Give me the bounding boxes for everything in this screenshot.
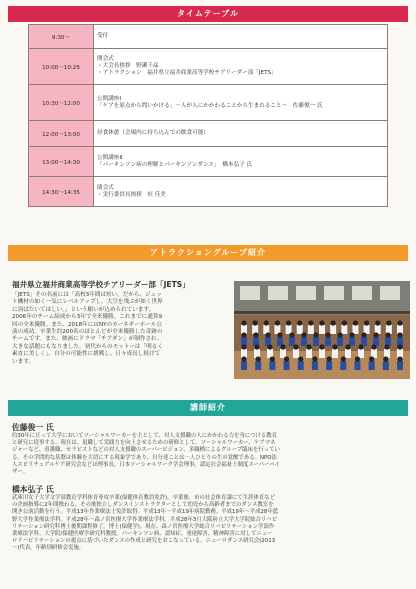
bio-line: 約30年に亘って大学においてソーシャルワーカーを主として、対人支援職の人にかかわる力を身につける教育 xyxy=(12,433,278,439)
time-cell: 13:00〜14:30 xyxy=(29,147,94,177)
timetable-row xyxy=(29,121,388,147)
program-cell xyxy=(94,147,388,177)
speakers-heading: 講師紹介 xyxy=(8,400,408,416)
speaker-1-name: 佐藤俊一 氏 xyxy=(12,423,54,432)
program-line: 閉会式 xyxy=(97,184,114,191)
timetable-row xyxy=(29,25,388,49)
speaker-1-bio xyxy=(12,433,404,476)
attraction-line: 回の全米優勝。また、2018年にはNYのカーネギーホール公 xyxy=(12,321,163,328)
time-cell: 14:30〜14:35 xyxy=(29,177,94,207)
bio-line: 開き公演活動を行う。平成13年作業療法士免許取得。平成13年〜平成19年病院勤務。平成19年〜平成28年藍 xyxy=(12,509,279,516)
timetable-row xyxy=(29,85,388,121)
bio-line: 〜)代表。年齢別研修会実施。 xyxy=(12,545,85,552)
bio-line: ザー。 xyxy=(12,469,28,476)
bio-line: 人スピリチュアルケア研究会などは理事長。日本ソーシャルワーク学会理事。認定社会福祉士制度スーパーバイ xyxy=(12,461,280,468)
bio-line: と研究に従事する。現在は、退職して実践力を向上させるための研修として、ソーシャルワーカー、ケアマネ xyxy=(12,440,276,447)
program-line: ・大会長挨拶 野瀬千晶 xyxy=(97,63,159,69)
program-line: 公開講座Ⅰ xyxy=(97,95,122,102)
attraction-line: います。 xyxy=(12,358,34,365)
program-cell xyxy=(94,121,388,147)
program-cell xyxy=(94,49,388,85)
program-line: 公開講座Ⅱ xyxy=(97,154,123,161)
timetable-row xyxy=(29,177,388,207)
program-line: 昼食休憩（会場内に持ち込んでの飲食可能） xyxy=(97,130,209,136)
attraction-line: 演の成功。卒業生約200名のほとんどが全米優勝した奇跡の xyxy=(12,329,163,336)
attraction-line: 2006年のチーム結成から3年で全米優勝。これまでに通算9 xyxy=(12,314,163,321)
program-line: ・実行委員長挨拶 垣 佳美 xyxy=(97,191,166,198)
speaker-2-name: 橋本弘子 氏 xyxy=(12,485,54,494)
bio-line: 業療法学科、大学院/保健医療学研究科教授。パーキンソン病、認知症、発達障害、精神障害に対してニュー xyxy=(12,531,273,538)
attraction-line: に羽ばたいてほしい。」という願いが込められています。 xyxy=(12,306,155,313)
bio-line: る。その学問的な基盤は体験を大切にする現象学であり、自分達ことは一人ひとりの生の覚醒である。NPO法 xyxy=(12,454,277,461)
time-cell: 9:30〜 xyxy=(29,25,94,49)
bio-line: リテーション研究科博士後期課程修了。博士(保健学)。現在、森ノ宮医療大学総合リハビリテーション学部作 xyxy=(12,523,275,530)
program-cell xyxy=(94,25,388,49)
timetable xyxy=(28,24,388,207)
program-line: 受付 xyxy=(97,33,109,39)
team-photo xyxy=(234,281,410,379)
time-cell: 10:30〜12:00 xyxy=(29,85,94,121)
time-cell: 10:00〜10:25 xyxy=(29,49,94,85)
time-cell: 12:00〜13:00 xyxy=(29,121,94,147)
attraction-heading: アトラクショングループ紹介 xyxy=(8,245,408,261)
program-line: 開会式 xyxy=(97,56,114,62)
program-line: 「パーキンソン病の理解とパーキンソンダンス」 橋本弘子 氏 xyxy=(97,161,253,168)
timetable-heading: タイムテーブル xyxy=(8,6,408,22)
timetable-row xyxy=(29,147,388,177)
attraction-description xyxy=(12,292,234,366)
bio-line: ロリハビリテーションの視点に基づいたダンスの作成と研究をおこなっている。ニューロダンス研究会(2013 xyxy=(12,538,276,545)
program-cell xyxy=(94,85,388,121)
bio-line: 野大学作業療法学科。平成28年〜森ノ宮医療大学作業療法学科。平成28年3月大阪府立大学大学院総合リハビ xyxy=(12,516,277,523)
attraction-line: チームです。また、映画にドラマ「チアダン」が制作され、 xyxy=(12,336,163,343)
attraction-line: 「JETS」その名前には「高校3年間は短い。だから、ジェッ xyxy=(12,292,162,298)
attraction-line: 大きな話題にもなりました。初代からのモットーは「明るく xyxy=(12,343,163,350)
program-line: 「ケアを原点から問いかける」〜人が人にかかわることから生まれること〜 佐藤俊一 氏 xyxy=(97,102,323,109)
program-line: ・アトラクション 福井県立福井商業高等学校チアリーダー部「JETS」 xyxy=(97,70,277,76)
attraction-line: ト機材の如く一気にレベルアップし、大空を飛ぶが如く世界 xyxy=(12,299,163,306)
speaker-2-bio xyxy=(12,495,404,553)
program-cell xyxy=(94,177,388,207)
bio-line: の企画指導に2年間携わる。その後独立しダンスインストラクターとして幼児から高齢者までのダンス教室を xyxy=(12,502,274,509)
bio-line: ジャーなど、看護職、セラピストなどの対人支援職のスーパービジョン、多職種によるグループ臨床を行ってい xyxy=(12,447,280,454)
bio-line: 武庫川女子大学文学部教育学科体育専攻卒業(保健体育教員免許)。卒業後、市の社会体育課にて生涯体育など xyxy=(12,495,275,501)
attraction-title: 福井県立福井商業高等学校チアリーダー部「JETS」 xyxy=(12,280,190,289)
timetable-row xyxy=(29,49,388,85)
attraction-line: 素直に美しく」。自分の可能性に挑戦し、日々成長し続けて xyxy=(12,351,161,358)
